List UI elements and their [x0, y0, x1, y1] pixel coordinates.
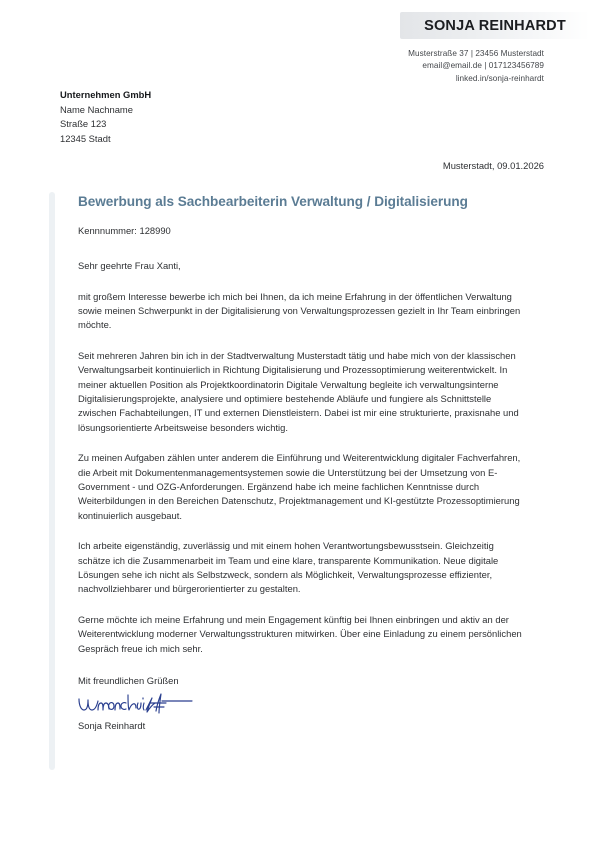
body-paragraph-1: mit großem Interesse bewerbe ich mich bei Ihnen, da ich meine Erfahrung in der öffentlichen Verwaltung sowie meinen Schwerpunkt in der Digitalisierung von Verwaltungsprozessen gezielt in Ihr Team einbringen möchte.	[78, 290, 521, 331]
signature-icon	[76, 689, 226, 719]
reference-number: Kennnummer: 128990	[78, 224, 171, 236]
closing-phrase: Mit freundlichen Grüßen	[78, 675, 179, 687]
place-and-date: Musterstadt, 09.01.2026	[442, 160, 544, 171]
salutation: Sehr geehrte Frau Xanti,	[78, 259, 181, 271]
recipient-name: Name Nachname	[60, 103, 133, 115]
recipient-city: 12345 Stadt	[60, 132, 111, 144]
letter-body	[78, 192, 526, 733]
contact-linkedin-line: linked.in/sonja-reinhardt	[455, 73, 544, 83]
body-paragraph-4: Ich arbeite eigenständig, zuverlässig und mit einem hohen Verantwortungsbewusstsein. Gleichzeitig schätze ich die Zusammenarbeit im Team und eine klare, transparente Kommunikation. Neue digitale Lösungen sehe ich nicht als Selbstzweck, sondern als Möglichkeit, Verwaltungsprozesse effizienter, nachvollziehbarer und bürgerorientierter zu gestalten.	[78, 540, 499, 595]
contact-address-line: Musterstraße 37 | 23456 Musterstadt	[408, 49, 544, 58]
left-accent-bar	[49, 192, 55, 770]
recipient-address-block	[60, 88, 151, 146]
signer-name: Sonja Reinhardt	[78, 720, 146, 732]
recipient-company: Unternehmen GmbH	[60, 89, 152, 100]
sender-contact-block	[214, 48, 544, 85]
contact-email-phone-line: email@email.de | 017123456789	[422, 61, 544, 71]
body-paragraph-2: Seit mehreren Jahren bin ich in der Stadtverwaltung Musterstadt tätig und habe mich von der klassischen Verwaltungsarbeit kontinuierlich in Richtung Digitalisierung und Prozessoptimierung weiterentwickelt. In meiner aktuellen Position als Projektkoordinatorin Digitale Verwaltung begleite ich verwaltungsinterne Digitalisierungsprojekte, analysiere und optimiere bestehende Abläufe und fungiere als Schnittstelle zwischen Fachabteilungen, IT und externen Dienstleistern. Dabei ist mir eine strukturierte, praxisnahe und lösungsorientierte Arbeitsweise besonders wichtig.	[78, 349, 519, 433]
subject-line: Bewerbung als Sachbearbeiterin Verwaltung / Digitalisierung	[78, 194, 468, 209]
sender-name: SONJA REINHARDT	[424, 17, 566, 34]
body-paragraph-5: Gerne möchte ich meine Erfahrung und mein Engagement künftig bei Ihnen einbringen und aktiv an der Weiterentwicklung moderner Verwaltungsstrukturen mitwirken. Über eine Einladung zu einem persönlichen Gespräch freue ich mich sehr.	[78, 613, 522, 654]
recipient-street: Straße 123	[60, 118, 107, 130]
letterhead-name-banner	[400, 12, 590, 39]
body-paragraph-3: Zu meinen Aufgaben zählen unter anderem die Einführung und Weiterentwicklung digitaler Fachverfahren, die Arbeit mit Dokumentenmanagementsystemen sowie die Unterstützung bei der Umsetzung von E-Government - und OZG-Anforderungen. Ergänzend habe ich meine fachlichen Kenntnisse durch Weiterbildungen in den Bereichen Datenschutz, Projektmanagement und KI-gestützte Prozessoptimierung kontinuierlich ausgebaut.	[78, 452, 521, 521]
handwritten-signature	[78, 689, 526, 719]
